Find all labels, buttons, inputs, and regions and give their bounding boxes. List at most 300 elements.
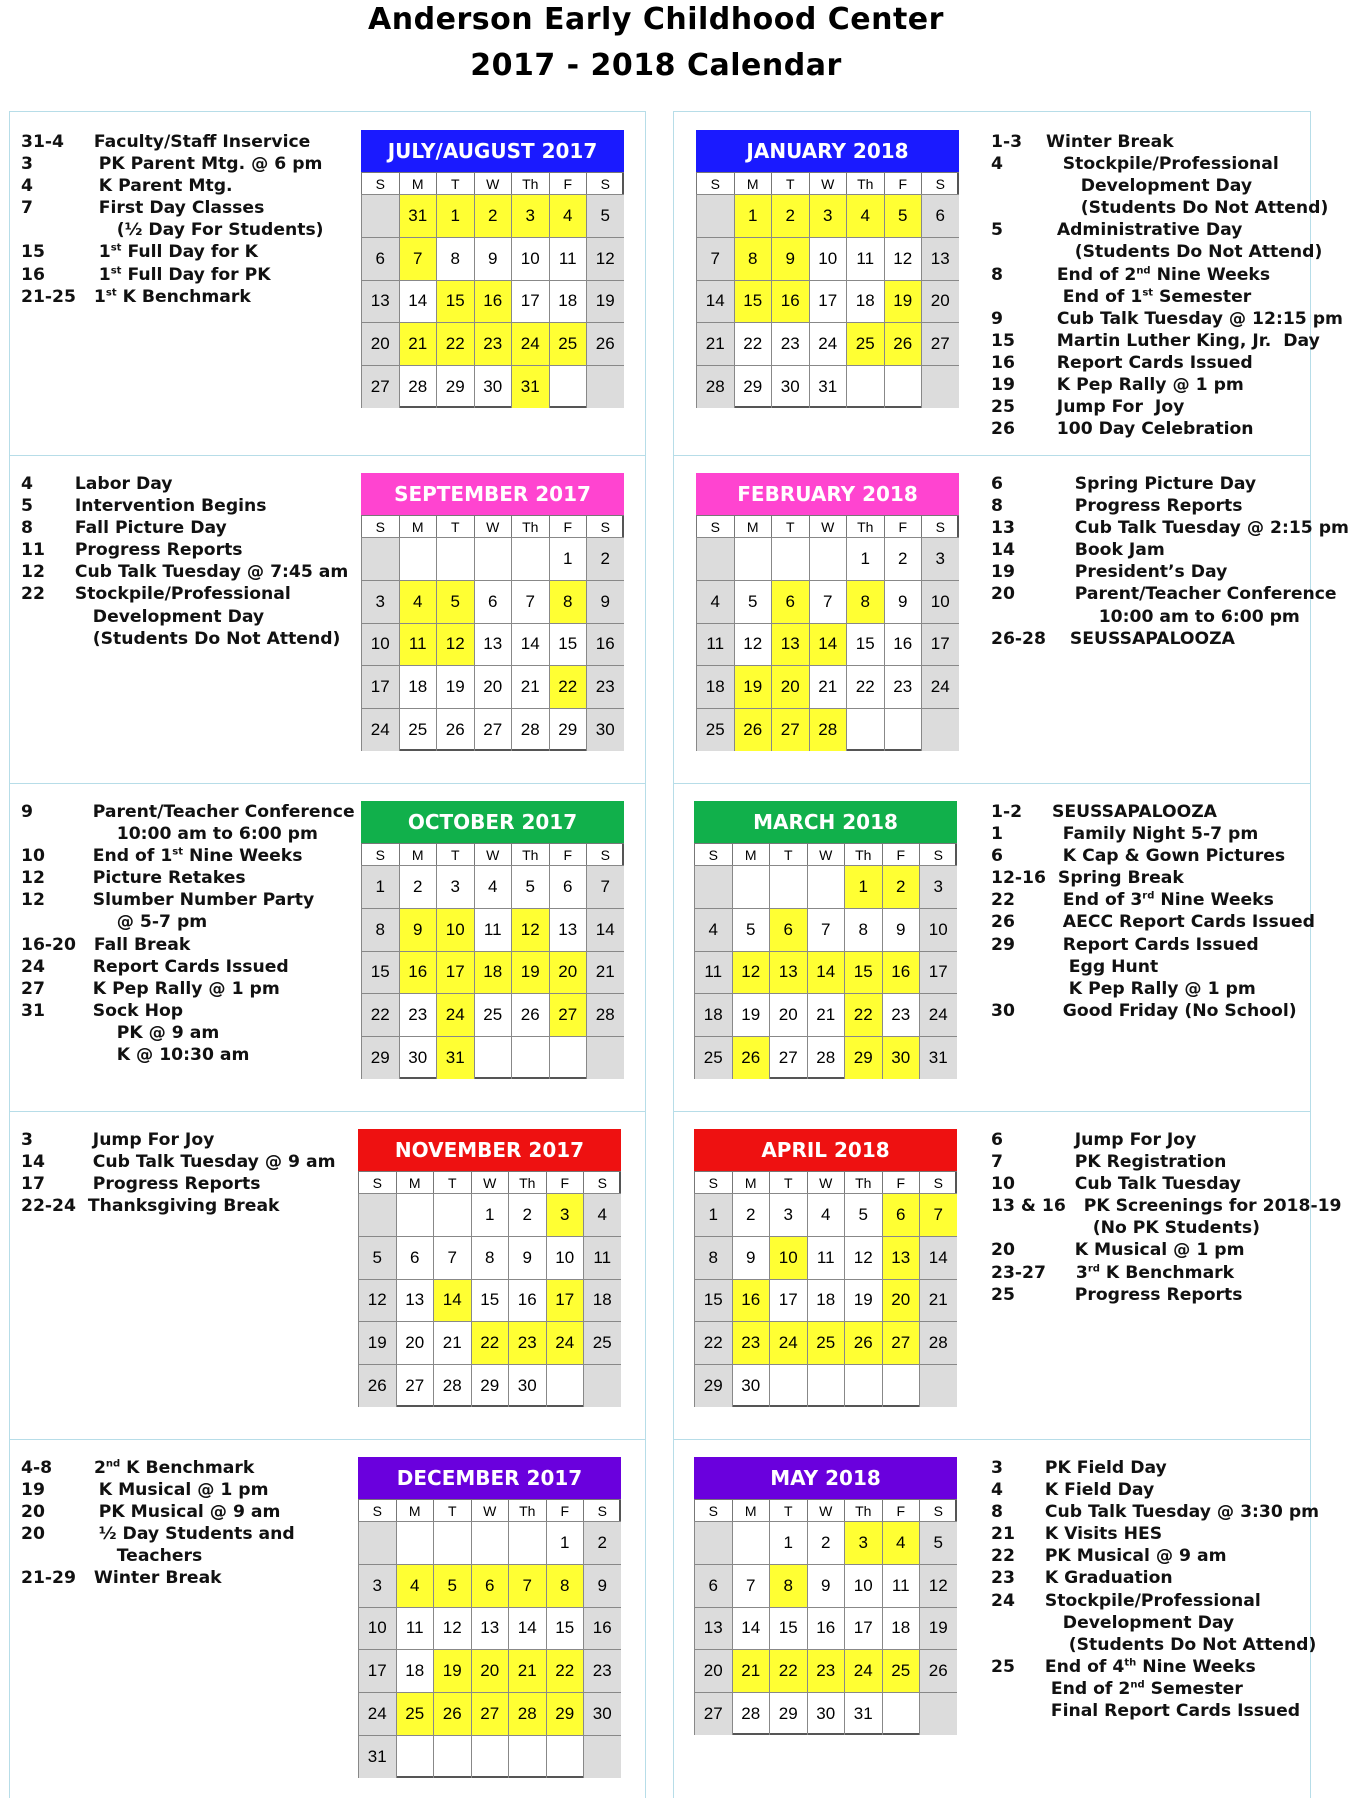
day-cell: 24: [436, 993, 474, 1036]
day-cell: 16: [807, 1607, 845, 1650]
day-cell: 1: [436, 194, 474, 237]
month-title: NOVEMBER 2017: [358, 1129, 621, 1171]
weekday-label: F: [549, 172, 587, 194]
page-title: Anderson Early Childhood Center: [368, 2, 944, 37]
weekday-header: [361, 515, 624, 537]
day-cell: 20: [769, 993, 807, 1036]
day-cell: 16: [399, 951, 437, 994]
month-title: MAY 2018: [694, 1457, 957, 1499]
day-cell: 21: [809, 665, 847, 708]
day-cell: 15: [769, 1607, 807, 1650]
weekday-label: W: [809, 515, 847, 537]
day-cell: 8: [734, 237, 772, 280]
day-cell: 20: [474, 665, 512, 708]
day-cell: 6: [769, 908, 807, 951]
weekday-label: S: [358, 1499, 396, 1521]
day-cell: 4: [399, 580, 437, 623]
empty-cell: [882, 1364, 920, 1407]
weekday-label: T: [771, 172, 809, 194]
weekday-label: Th: [844, 1171, 882, 1193]
day-cell: 2: [807, 1521, 845, 1564]
empty-cell: [844, 1364, 882, 1407]
events-nov: 3 Jump For Joy 14 Cub Talk Tuesday @ 9 am 17 Progress Reports 22-24 Thanksgiving Break: [21, 1130, 336, 1217]
day-cell: 12: [358, 1279, 396, 1322]
weekday-label: S: [583, 1171, 621, 1193]
day-cell: 29: [734, 365, 772, 408]
day-cell: 4: [882, 1521, 920, 1564]
divider: [9, 111, 646, 112]
day-cell: 5: [734, 580, 772, 623]
weekday-label: S: [919, 1499, 957, 1521]
day-cell: 12: [734, 623, 772, 666]
day-cell: 27: [361, 365, 399, 408]
calendar-may: [694, 1457, 957, 1735]
weekday-header: [361, 843, 624, 865]
empty-cell: [474, 1036, 512, 1079]
day-cell: 31: [436, 1036, 474, 1079]
weekday-label: M: [396, 1171, 434, 1193]
empty-cell: [358, 1521, 396, 1564]
weekday-label: S: [586, 515, 624, 537]
day-cell: 19: [436, 665, 474, 708]
weekday-label: S: [586, 172, 624, 194]
day-cell: 11: [396, 1607, 434, 1650]
empty-cell: [396, 1521, 434, 1564]
empty-cell: [546, 1735, 584, 1778]
day-cell: 26: [732, 1036, 770, 1079]
month-title: JANUARY 2018: [696, 130, 959, 172]
empty-cell: [511, 537, 549, 580]
weekday-label: W: [471, 1171, 509, 1193]
weekday-label: W: [474, 515, 512, 537]
day-cell: 4: [474, 865, 512, 908]
month-title: SEPTEMBER 2017: [361, 473, 624, 515]
day-cell: 4: [549, 194, 587, 237]
day-cell: 22: [546, 1649, 584, 1692]
day-cell: 24: [511, 322, 549, 365]
day-cell: 2: [771, 194, 809, 237]
day-cell: 22: [361, 993, 399, 1036]
day-cell: 5: [433, 1564, 471, 1607]
empty-cell: [769, 1364, 807, 1407]
day-cell: 16: [508, 1279, 546, 1322]
weekday-label: F: [884, 515, 922, 537]
day-cell: 24: [844, 1649, 882, 1692]
day-cell: 13: [361, 280, 399, 323]
day-cell: 14: [433, 1279, 471, 1322]
day-cell: 29: [361, 1036, 399, 1079]
day-cell: 25: [474, 993, 512, 1036]
weekday-label: S: [919, 1171, 957, 1193]
day-cell: 8: [549, 580, 587, 623]
day-cell: 15: [844, 951, 882, 994]
calendar-dec: [358, 1457, 621, 1778]
day-cell: 4: [696, 580, 734, 623]
day-cell: 7: [508, 1564, 546, 1607]
day-cell: 24: [769, 1321, 807, 1364]
weekday-label: Th: [511, 172, 549, 194]
day-cell: 28: [809, 708, 847, 751]
day-cell: 19: [884, 280, 922, 323]
empty-cell: [732, 1521, 770, 1564]
day-cell: 17: [436, 951, 474, 994]
empty-cell: [586, 1036, 624, 1079]
weekday-header: [361, 172, 624, 194]
weekday-label: S: [361, 843, 399, 865]
empty-cell: [508, 1521, 546, 1564]
day-cell: 18: [846, 280, 884, 323]
day-cell: 15: [436, 280, 474, 323]
day-cell: 16: [882, 951, 920, 994]
day-cell: 11: [696, 623, 734, 666]
events-jan: 1-3 Winter Break 4 Stockpile/Professional Development Day (Students Do Not Attend) 5 Administrative Day (Students Do Not Attend) 8 End of 2nd Nine Weeks End of 1st Semester 9 Cub Talk Tuesday @ 12:15 pm 15 Martin Luther King, Jr. Day 16 Report Cards Issued 19 K Pep Rally @ 1 pm 25 Jump For Joy 26 100 Day Celebration: [991, 132, 1343, 440]
day-cell: 14: [732, 1607, 770, 1650]
day-cell: 6: [771, 580, 809, 623]
day-cell: 9: [508, 1236, 546, 1279]
day-cell: 31: [919, 1036, 957, 1079]
divider: [673, 783, 1311, 784]
day-cell: 17: [844, 1607, 882, 1650]
day-cell: 10: [844, 1564, 882, 1607]
day-cell: 21: [399, 322, 437, 365]
day-cell: 20: [921, 280, 959, 323]
day-cell: 5: [919, 1521, 957, 1564]
empty-cell: [549, 1036, 587, 1079]
day-cell: 9: [732, 1236, 770, 1279]
day-cell: 1: [694, 1193, 732, 1236]
day-cell: 16: [583, 1607, 621, 1650]
day-cell: 25: [583, 1321, 621, 1364]
day-cell: 2: [882, 865, 920, 908]
day-cell: 1: [846, 537, 884, 580]
divider: [673, 111, 1311, 112]
day-cell: 18: [807, 1279, 845, 1322]
day-cell: 23: [807, 1649, 845, 1692]
day-cell: 15: [471, 1279, 509, 1322]
day-cell: 12: [919, 1564, 957, 1607]
empty-cell: [399, 537, 437, 580]
empty-cell: [696, 537, 734, 580]
day-cell: 27: [921, 322, 959, 365]
day-cell: 21: [511, 665, 549, 708]
empty-cell: [546, 1364, 584, 1407]
day-cell: 22: [769, 1649, 807, 1692]
day-cell: 26: [511, 993, 549, 1036]
day-cell: 30: [399, 1036, 437, 1079]
day-cell: 5: [511, 865, 549, 908]
day-cell: 9: [586, 580, 624, 623]
weekday-label: M: [732, 843, 770, 865]
day-cell: 28: [508, 1692, 546, 1735]
day-cell: 31: [399, 194, 437, 237]
empty-cell: [433, 1521, 471, 1564]
day-cell: 7: [433, 1236, 471, 1279]
day-cell: 7: [919, 1193, 957, 1236]
weekday-label: T: [769, 1499, 807, 1521]
day-cell: 4: [846, 194, 884, 237]
divider: [673, 111, 674, 1798]
weekday-label: W: [807, 1499, 845, 1521]
weekday-label: S: [583, 1499, 621, 1521]
empty-cell: [549, 365, 587, 408]
day-cell: 5: [844, 1193, 882, 1236]
weekday-label: T: [433, 1171, 471, 1193]
day-cell: 25: [807, 1321, 845, 1364]
day-cell: 22: [846, 665, 884, 708]
day-cell: 13: [771, 623, 809, 666]
day-cell: 28: [433, 1364, 471, 1407]
weekday-label: F: [882, 843, 920, 865]
empty-cell: [361, 537, 399, 580]
day-cell: 18: [694, 993, 732, 1036]
day-cell: 30: [732, 1364, 770, 1407]
day-cell: 16: [884, 623, 922, 666]
month-title: DECEMBER 2017: [358, 1457, 621, 1499]
day-cell: 30: [586, 708, 624, 751]
day-cell: 29: [471, 1364, 509, 1407]
day-cell: 27: [471, 1692, 509, 1735]
day-cell: 8: [846, 580, 884, 623]
day-cell: 28: [511, 708, 549, 751]
empty-cell: [846, 365, 884, 408]
day-cell: 22: [844, 993, 882, 1036]
day-cell: 18: [399, 665, 437, 708]
day-cell: 25: [696, 708, 734, 751]
empty-cell: [734, 537, 772, 580]
day-cell: 3: [358, 1564, 396, 1607]
month-title: FEBRUARY 2018: [696, 473, 959, 515]
weekday-label: Th: [508, 1171, 546, 1193]
day-cell: 9: [882, 908, 920, 951]
day-cell: 1: [549, 537, 587, 580]
day-cell: 12: [844, 1236, 882, 1279]
day-cell: 22: [471, 1321, 509, 1364]
day-cell: 13: [471, 1607, 509, 1650]
day-cell: 8: [844, 908, 882, 951]
month-title: OCTOBER 2017: [361, 801, 624, 843]
day-cell: 5: [436, 580, 474, 623]
divider: [673, 455, 1311, 456]
empty-cell: [694, 865, 732, 908]
day-cell: 10: [769, 1236, 807, 1279]
day-cell: 2: [508, 1193, 546, 1236]
day-cell: 1: [546, 1521, 584, 1564]
day-cell: 31: [358, 1735, 396, 1778]
weekday-label: S: [921, 172, 959, 194]
day-cell: 13: [921, 237, 959, 280]
day-cell: 26: [433, 1692, 471, 1735]
day-cell: 23: [884, 665, 922, 708]
day-cell: 13: [396, 1279, 434, 1322]
weekday-label: S: [361, 515, 399, 537]
day-cell: 23: [732, 1321, 770, 1364]
day-cell: 6: [921, 194, 959, 237]
day-cell: 23: [882, 993, 920, 1036]
weekday-label: M: [399, 515, 437, 537]
day-cell: 5: [884, 194, 922, 237]
day-cell: 26: [436, 708, 474, 751]
weekday-label: Th: [846, 515, 884, 537]
day-cell: 15: [734, 280, 772, 323]
events-jul-aug: 31-4 Faculty/Staff Inservice 3 PK Parent Mtg. @ 6 pm 4 K Parent Mtg. 7 First Day Classes (½ Day For Students) 15 1st Full Day for K 16 1st Full Day for PK 21-25 1st K Benchmark: [21, 132, 324, 307]
day-cell: 13: [769, 951, 807, 994]
day-cell: 11: [694, 951, 732, 994]
weekday-label: Th: [844, 1499, 882, 1521]
day-cell: 28: [399, 365, 437, 408]
weekday-label: W: [471, 1499, 509, 1521]
weekday-label: T: [771, 515, 809, 537]
day-cell: 17: [361, 665, 399, 708]
day-cell: 30: [474, 365, 512, 408]
day-cell: 25: [396, 1692, 434, 1735]
day-cell: 24: [546, 1321, 584, 1364]
day-cell: 22: [694, 1321, 732, 1364]
calendar-nov: [358, 1129, 621, 1407]
day-cell: 14: [809, 623, 847, 666]
weekday-label: T: [436, 172, 474, 194]
calendar-mar: [694, 801, 957, 1079]
empty-cell: [807, 1364, 845, 1407]
day-cell: 25: [399, 708, 437, 751]
empty-cell: [358, 1193, 396, 1236]
calendar-sep: [361, 473, 624, 751]
day-cell: 2: [586, 537, 624, 580]
day-cell: 30: [807, 1692, 845, 1735]
day-cell: 8: [471, 1236, 509, 1279]
day-cell: 19: [919, 1607, 957, 1650]
day-cell: 7: [807, 908, 845, 951]
calendar-jan: [696, 130, 959, 408]
divider: [9, 1111, 646, 1112]
weekday-label: S: [919, 843, 957, 865]
day-cell: 21: [732, 1649, 770, 1692]
divider: [645, 111, 646, 1798]
empty-cell: [586, 365, 624, 408]
weekday-label: F: [549, 515, 587, 537]
weekday-header: [358, 1499, 621, 1521]
day-cell: 26: [884, 322, 922, 365]
day-cell: 18: [474, 951, 512, 994]
weekday-label: T: [436, 843, 474, 865]
day-cell: 8: [694, 1236, 732, 1279]
empty-cell: [919, 1692, 957, 1735]
weekday-label: T: [769, 1171, 807, 1193]
day-cell: 18: [583, 1279, 621, 1322]
day-cell: 9: [474, 237, 512, 280]
day-cell: 29: [436, 365, 474, 408]
empty-cell: [769, 865, 807, 908]
month-title: JULY/AUGUST 2017: [361, 130, 624, 172]
day-cell: 28: [732, 1692, 770, 1735]
weekday-label: S: [696, 172, 734, 194]
day-cell: 30: [882, 1036, 920, 1079]
day-cell: 7: [586, 865, 624, 908]
day-cell: 11: [474, 908, 512, 951]
weekday-header: [694, 843, 957, 865]
day-cell: 14: [399, 280, 437, 323]
day-cell: 10: [361, 623, 399, 666]
day-cell: 28: [807, 1036, 845, 1079]
day-cell: 13: [694, 1607, 732, 1650]
day-cell: 10: [546, 1236, 584, 1279]
empty-cell: [433, 1193, 471, 1236]
day-cell: 3: [511, 194, 549, 237]
day-cell: 20: [694, 1649, 732, 1692]
day-cell: 4: [807, 1193, 845, 1236]
day-cell: 21: [807, 993, 845, 1036]
day-cell: 25: [549, 322, 587, 365]
day-cell: 3: [919, 865, 957, 908]
day-cell: 3: [769, 1193, 807, 1236]
day-cell: 29: [769, 1692, 807, 1735]
empty-cell: [696, 194, 734, 237]
day-cell: 10: [921, 580, 959, 623]
day-cell: 9: [807, 1564, 845, 1607]
day-cell: 28: [919, 1321, 957, 1364]
day-cell: 5: [586, 194, 624, 237]
day-cell: 4: [583, 1193, 621, 1236]
weekday-label: Th: [844, 843, 882, 865]
day-cell: 6: [882, 1193, 920, 1236]
day-cell: 31: [809, 365, 847, 408]
day-cell: 24: [361, 708, 399, 751]
day-cell: 21: [586, 951, 624, 994]
weekday-label: T: [436, 515, 474, 537]
weekday-label: T: [433, 1499, 471, 1521]
day-cell: 12: [433, 1607, 471, 1650]
weekday-label: M: [399, 843, 437, 865]
empty-cell: [471, 1521, 509, 1564]
day-cell: 8: [361, 908, 399, 951]
weekday-label: Th: [846, 172, 884, 194]
day-cell: 29: [549, 708, 587, 751]
day-cell: 26: [734, 708, 772, 751]
calendar-jul-aug: [361, 130, 624, 408]
day-cell: 21: [433, 1321, 471, 1364]
day-cell: 11: [807, 1236, 845, 1279]
divider: [673, 1111, 1311, 1112]
weekday-label: S: [694, 843, 732, 865]
day-cell: 25: [882, 1649, 920, 1692]
empty-cell: [436, 537, 474, 580]
day-cell: 15: [546, 1607, 584, 1650]
calendar-apr: [694, 1129, 957, 1407]
day-cell: 2: [399, 865, 437, 908]
weekday-header: [696, 515, 959, 537]
day-cell: 22: [549, 665, 587, 708]
events-mar: 1-2 SEUSSAPALOOZA 1 Family Night 5-7 pm 6 K Cap & Gown Pictures 12-16 Spring Break 22 End of 3rd Nine Weeks 26 AECC Report Cards Issued 29 Report Cards Issued Egg Hunt K Pep Rally @ 1 pm 30 Good Friday (No School): [991, 802, 1315, 1021]
day-cell: 17: [546, 1279, 584, 1322]
day-cell: 14: [919, 1236, 957, 1279]
day-cell: 23: [583, 1649, 621, 1692]
divider: [9, 455, 646, 456]
day-cell: 30: [508, 1364, 546, 1407]
day-cell: 17: [769, 1279, 807, 1322]
day-cell: 11: [399, 623, 437, 666]
empty-cell: [921, 708, 959, 751]
day-cell: 24: [358, 1692, 396, 1735]
divider: [9, 111, 10, 1798]
day-cell: 7: [809, 580, 847, 623]
day-cell: 12: [586, 237, 624, 280]
empty-cell: [771, 537, 809, 580]
day-cell: 25: [694, 1036, 732, 1079]
day-cell: 20: [882, 1279, 920, 1322]
day-cell: 14: [586, 908, 624, 951]
day-cell: 16: [771, 280, 809, 323]
empty-cell: [508, 1735, 546, 1778]
weekday-header: [694, 1499, 957, 1521]
